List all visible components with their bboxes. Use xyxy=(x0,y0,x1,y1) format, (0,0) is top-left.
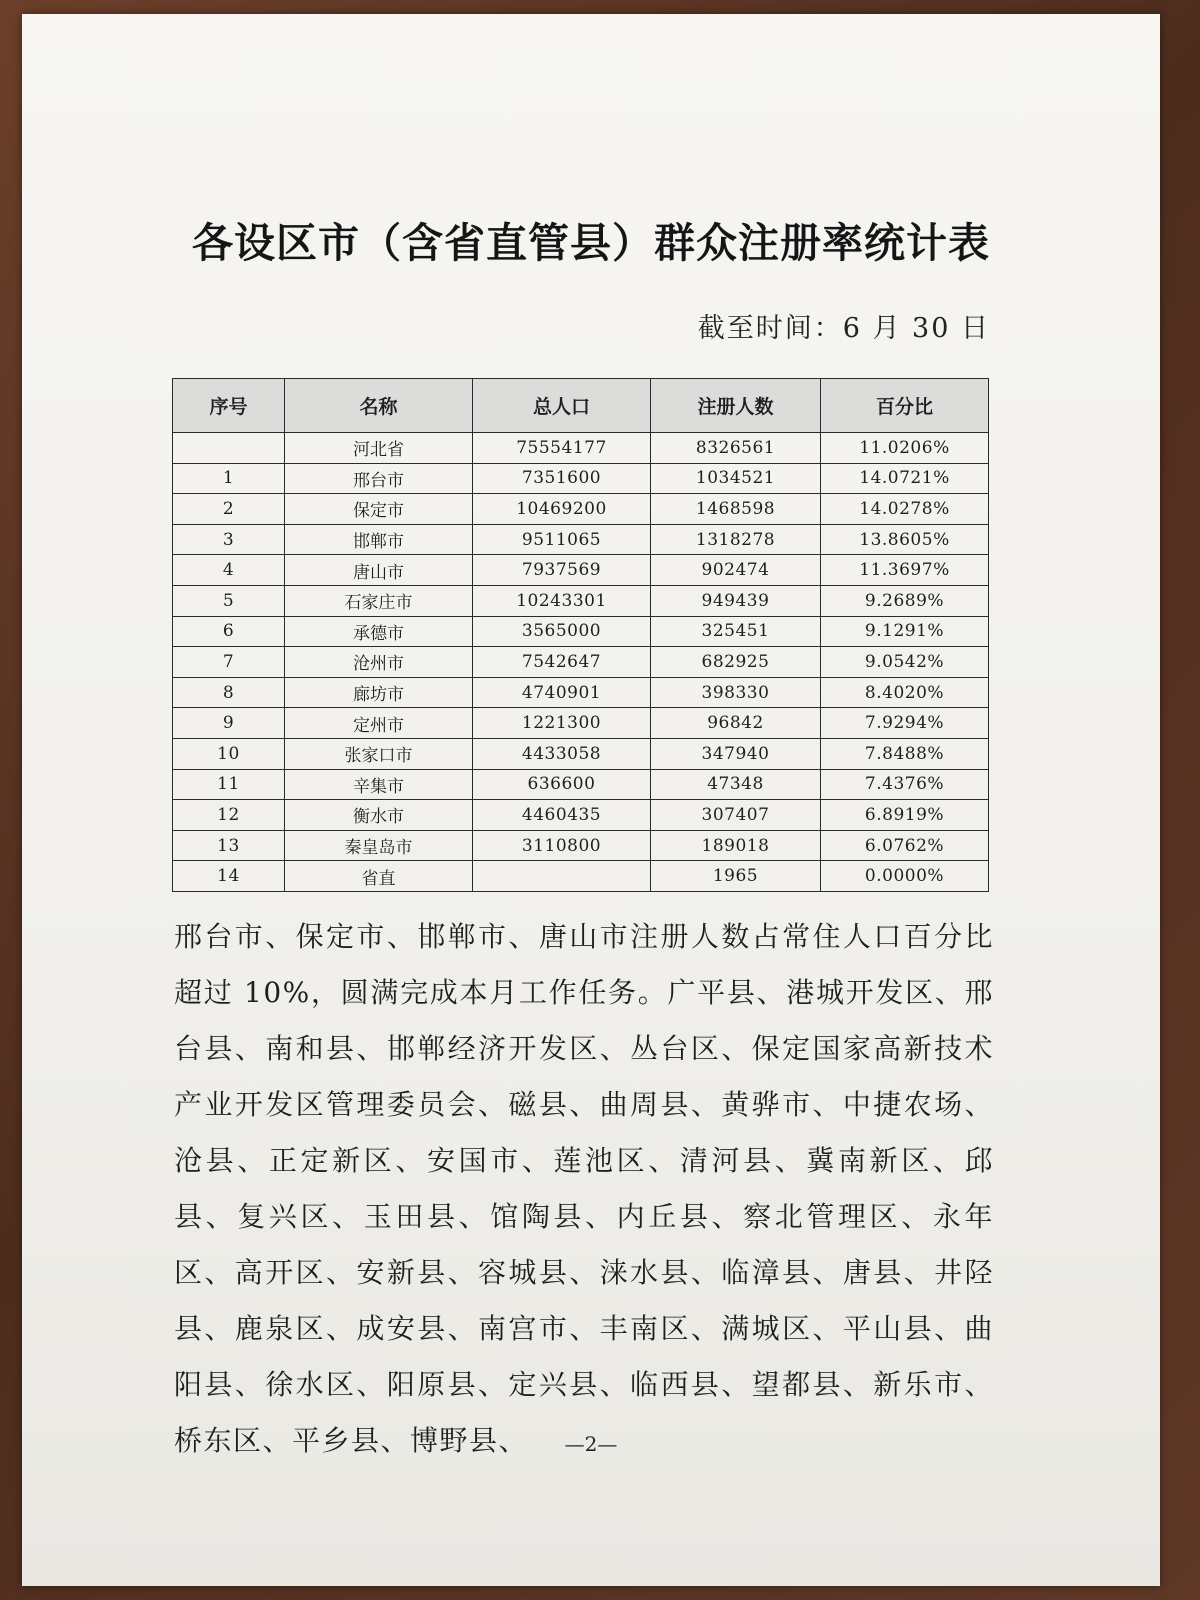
cell-percent: 7.9294% xyxy=(821,708,989,739)
cell-name: 沧州市 xyxy=(285,647,473,678)
table-row xyxy=(173,861,989,892)
cell-index: 2 xyxy=(173,494,285,525)
table-row xyxy=(173,524,989,555)
cell-registered: 8326561 xyxy=(651,433,821,464)
cell-name: 廊坊市 xyxy=(285,677,473,708)
cell-name: 张家口市 xyxy=(285,738,473,769)
cell-index: 14 xyxy=(173,861,285,892)
cell-percent: 7.8488% xyxy=(821,738,989,769)
cell-population: 10469200 xyxy=(473,494,651,525)
cell-name: 秦皇岛市 xyxy=(285,830,473,861)
table-row xyxy=(173,708,989,739)
cell-population: 3565000 xyxy=(473,616,651,647)
body-paragraph: 邢台市、保定市、邯郸市、唐山市注册人数占常住人口百分比超过 10%，圆满完成本月工作任务。广平县、港城开发区、邢台县、南和县、邯郸经济开发区、丛台区、保定国家高新技术产业开发区管理委员会、磁县、曲周县、黄骅市、中捷农场、沧县、正定新区、安国市、莲池区、清河县、冀南新区、邱县、复兴区、玉田县、馆陶县、内丘县、察北管理区、永年区、高开区、安新县、容城县、涞水县、临漳县、唐县、井陉县、鹿泉区、成安县、南宫市、丰南区、满城区、平山县、曲阳县、徐水区、阳原县、定兴县、临西县、望都县、新乐市、桥东区、平乡县、博野县、 xyxy=(174,920,994,1457)
cell-registered: 47348 xyxy=(651,769,821,800)
cell-index: 5 xyxy=(173,585,285,616)
cell-registered: 1318278 xyxy=(651,524,821,555)
cell-registered: 307407 xyxy=(651,800,821,831)
cell-index: 4 xyxy=(173,555,285,586)
table-header-row xyxy=(173,379,989,433)
cell-percent: 11.0206% xyxy=(821,433,989,464)
cell-registered: 347940 xyxy=(651,738,821,769)
cell-percent: 0.0000% xyxy=(821,861,989,892)
cell-percent: 6.0762% xyxy=(821,830,989,861)
cell-name: 衡水市 xyxy=(285,800,473,831)
cell-name: 邢台市 xyxy=(285,463,473,494)
cell-name: 河北省 xyxy=(285,433,473,464)
header-registered: 注册人数 xyxy=(651,379,821,433)
cell-index xyxy=(173,433,285,464)
cell-population: 1221300 xyxy=(473,708,651,739)
cell-name: 保定市 xyxy=(285,494,473,525)
cell-population: 9511065 xyxy=(473,524,651,555)
cell-population: 4433058 xyxy=(473,738,651,769)
cell-name: 石家庄市 xyxy=(285,585,473,616)
cell-percent: 7.4376% xyxy=(821,769,989,800)
cell-percent: 9.2689% xyxy=(821,585,989,616)
cell-percent: 13.8605% xyxy=(821,524,989,555)
cell-index: 1 xyxy=(173,463,285,494)
registration-rate-table xyxy=(172,378,989,892)
table-row xyxy=(173,738,989,769)
cell-index: 8 xyxy=(173,677,285,708)
cell-registered: 902474 xyxy=(651,555,821,586)
header-percent: 百分比 xyxy=(821,379,989,433)
table-row xyxy=(173,616,989,647)
cell-population: 10243301 xyxy=(473,585,651,616)
header-name: 名称 xyxy=(285,379,473,433)
cell-population: 3110800 xyxy=(473,830,651,861)
cell-index: 10 xyxy=(173,738,285,769)
cell-population: 4460435 xyxy=(473,800,651,831)
cell-registered: 1468598 xyxy=(651,494,821,525)
cell-registered: 1034521 xyxy=(651,463,821,494)
cell-name: 定州市 xyxy=(285,708,473,739)
table-row xyxy=(173,555,989,586)
cell-percent: 8.4020% xyxy=(821,677,989,708)
cell-index: 9 xyxy=(173,708,285,739)
document-page xyxy=(22,14,1160,1586)
document-title: 各设区市（含省直管县）群众注册率统计表 xyxy=(192,219,990,267)
table-row xyxy=(173,769,989,800)
table-row xyxy=(173,433,989,464)
cell-name: 承德市 xyxy=(285,616,473,647)
cell-percent: 14.0278% xyxy=(821,494,989,525)
cell-name: 辛集市 xyxy=(285,769,473,800)
cell-population: 75554177 xyxy=(473,433,651,464)
cell-registered: 949439 xyxy=(651,585,821,616)
table-row xyxy=(173,585,989,616)
header-population: 总人口 xyxy=(473,379,651,433)
cell-index: 13 xyxy=(173,830,285,861)
cell-index: 12 xyxy=(173,800,285,831)
cell-index: 3 xyxy=(173,524,285,555)
cell-name: 省直 xyxy=(285,861,473,892)
cell-index: 7 xyxy=(173,647,285,678)
cell-registered: 398330 xyxy=(651,677,821,708)
cell-percent: 9.1291% xyxy=(821,616,989,647)
page-number: —2— xyxy=(564,1432,618,1456)
cell-population xyxy=(473,861,651,892)
cell-index: 6 xyxy=(173,616,285,647)
cell-name: 唐山市 xyxy=(285,555,473,586)
table-body xyxy=(173,433,989,892)
cell-percent: 11.3697% xyxy=(821,555,989,586)
table-row xyxy=(173,647,989,678)
cell-percent: 14.0721% xyxy=(821,463,989,494)
table-row xyxy=(173,830,989,861)
cell-registered: 325451 xyxy=(651,616,821,647)
cell-registered: 1965 xyxy=(651,861,821,892)
cell-registered: 682925 xyxy=(651,647,821,678)
cell-population: 7542647 xyxy=(473,647,651,678)
cell-percent: 6.8919% xyxy=(821,800,989,831)
table-row xyxy=(173,494,989,525)
table-row xyxy=(173,463,989,494)
cell-population: 636600 xyxy=(473,769,651,800)
cutoff-date: 截至时间：6 月 30 日 xyxy=(697,313,990,344)
cell-registered: 96842 xyxy=(651,708,821,739)
cell-population: 4740901 xyxy=(473,677,651,708)
cell-population: 7351600 xyxy=(473,463,651,494)
cell-percent: 9.0542% xyxy=(821,647,989,678)
table-row xyxy=(173,800,989,831)
cell-registered: 189018 xyxy=(651,830,821,861)
cell-population: 7937569 xyxy=(473,555,651,586)
header-index: 序号 xyxy=(173,379,285,433)
cell-name: 邯郸市 xyxy=(285,524,473,555)
cell-index: 11 xyxy=(173,769,285,800)
table-row xyxy=(173,677,989,708)
